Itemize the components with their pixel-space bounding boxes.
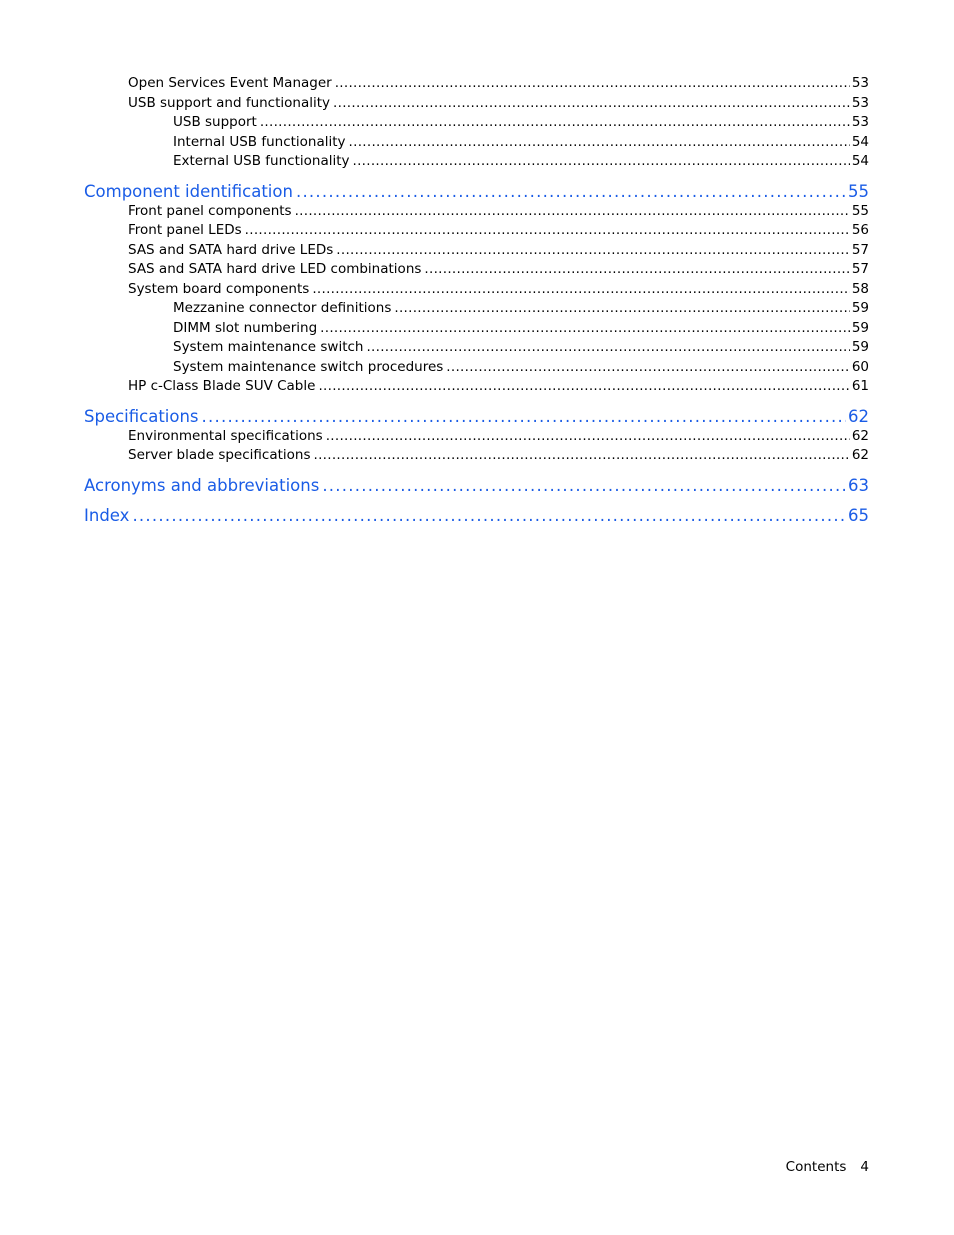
toc-entry-title: Internal USB functionality <box>173 133 346 150</box>
toc-entry-title: System board components <box>128 280 310 297</box>
dot-leader <box>353 152 850 172</box>
toc-entry-page-number: 61 <box>851 378 869 394</box>
dot-leader <box>394 299 849 319</box>
toc-entry-page-number: 53 <box>851 75 869 91</box>
toc-entry-title: HP c-Class Blade SUV Cable <box>128 378 316 394</box>
toc-section-entry[interactable] <box>84 427 869 447</box>
toc-section-entry[interactable] <box>84 446 869 466</box>
dot-leader <box>326 427 850 447</box>
toc-subsection-entry[interactable] <box>84 133 869 153</box>
dot-leader <box>336 241 850 261</box>
dot-leader <box>349 133 850 153</box>
toc-entry-title: SAS and SATA hard drive LED combinations <box>128 261 422 277</box>
toc-section-entry[interactable] <box>84 202 869 222</box>
toc-section-entry[interactable] <box>84 94 869 114</box>
toc-entry-title: USB support and functionality <box>128 94 331 111</box>
toc-entry-page-number: 53 <box>851 94 869 111</box>
toc-entry-page-number: 59 <box>851 319 869 336</box>
toc-chapter-entry[interactable] <box>84 475 869 496</box>
toc-entry-page-number: 53 <box>851 114 869 130</box>
toc-entry-page-number: 57 <box>851 241 869 258</box>
toc-chapter-entry[interactable] <box>84 181 869 202</box>
toc-entry-page-number: 55 <box>848 181 869 201</box>
toc-section-entry[interactable] <box>84 241 869 261</box>
dot-leader <box>318 377 849 397</box>
toc-entry-title: DIMM slot numbering <box>173 319 318 336</box>
dot-leader <box>245 221 850 241</box>
toc-chapter-entry[interactable] <box>84 505 869 526</box>
toc-entry-page-number: 54 <box>851 153 869 169</box>
toc-entry-page-number: 60 <box>851 358 869 375</box>
toc-chapter-entry[interactable] <box>84 406 869 427</box>
toc-entry-page-number: 55 <box>851 202 869 219</box>
toc-entry-title: Acronyms and abbreviations <box>84 475 320 495</box>
dot-leader <box>424 260 849 280</box>
toc-entry-title: System maintenance switch <box>173 339 364 355</box>
toc-subsection-entry[interactable] <box>84 113 869 133</box>
dot-leader <box>202 406 846 427</box>
toc-section-entry[interactable] <box>84 377 869 397</box>
toc-entry-title: USB support <box>173 114 257 130</box>
toc-entry-title: Index <box>84 505 130 525</box>
toc-section-entry[interactable] <box>84 221 869 241</box>
page-footer <box>786 1158 869 1177</box>
toc-subsection-entry[interactable] <box>84 338 869 358</box>
toc-entry-title: Server blade specifications <box>128 447 311 463</box>
dot-leader <box>322 475 846 496</box>
toc-section-entry[interactable] <box>84 260 869 280</box>
dot-leader <box>314 446 850 466</box>
toc-entry-title: Front panel LEDs <box>128 222 242 238</box>
toc-entry-page-number: 65 <box>848 505 869 525</box>
dot-leader <box>312 280 849 300</box>
toc-entry-title: SAS and SATA hard drive LEDs <box>128 241 334 258</box>
dot-leader <box>333 94 850 114</box>
toc-entry-page-number: 62 <box>851 447 869 463</box>
dot-leader <box>366 338 849 358</box>
dot-leader <box>296 181 846 202</box>
toc-entry-title: Environmental specifications <box>128 427 323 444</box>
toc-entry-page-number: 56 <box>851 222 869 238</box>
footer-section-label: Contents <box>785 1159 847 1175</box>
dot-leader <box>446 358 850 378</box>
toc-entry-page-number: 57 <box>851 261 869 277</box>
toc-entry-page-number: 63 <box>848 475 869 495</box>
toc-entry-title: Component identification <box>84 181 293 201</box>
toc-entry-page-number: 62 <box>848 406 869 426</box>
dot-leader <box>132 505 846 526</box>
toc-subsection-entry[interactable] <box>84 152 869 172</box>
toc-subsection-entry[interactable] <box>84 319 869 339</box>
toc-section-entry[interactable] <box>84 74 869 94</box>
dot-leader <box>335 74 850 94</box>
footer-page-number: 4 <box>860 1159 869 1175</box>
toc-subsection-entry[interactable] <box>84 299 869 319</box>
dot-leader <box>295 202 850 222</box>
toc-entry-title: External USB functionality <box>173 153 350 169</box>
toc-subsection-entry[interactable] <box>84 358 869 378</box>
toc-entry-page-number: 59 <box>851 339 869 355</box>
toc-entry-page-number: 59 <box>851 300 869 316</box>
toc-entry-page-number: 54 <box>851 133 869 150</box>
table-of-contents <box>84 74 869 526</box>
toc-entry-title: Front panel components <box>128 202 292 219</box>
toc-section-entry[interactable] <box>84 280 869 300</box>
toc-entry-page-number: 58 <box>851 280 869 297</box>
toc-entry-title: System maintenance switch procedures <box>173 358 444 375</box>
toc-entry-title: Open Services Event Manager <box>128 75 332 91</box>
toc-entry-title: Specifications <box>84 406 199 426</box>
toc-entry-page-number: 62 <box>851 427 869 444</box>
dot-leader <box>260 113 850 133</box>
toc-entry-title: Mezzanine connector definitions <box>173 300 392 316</box>
dot-leader <box>320 319 850 339</box>
